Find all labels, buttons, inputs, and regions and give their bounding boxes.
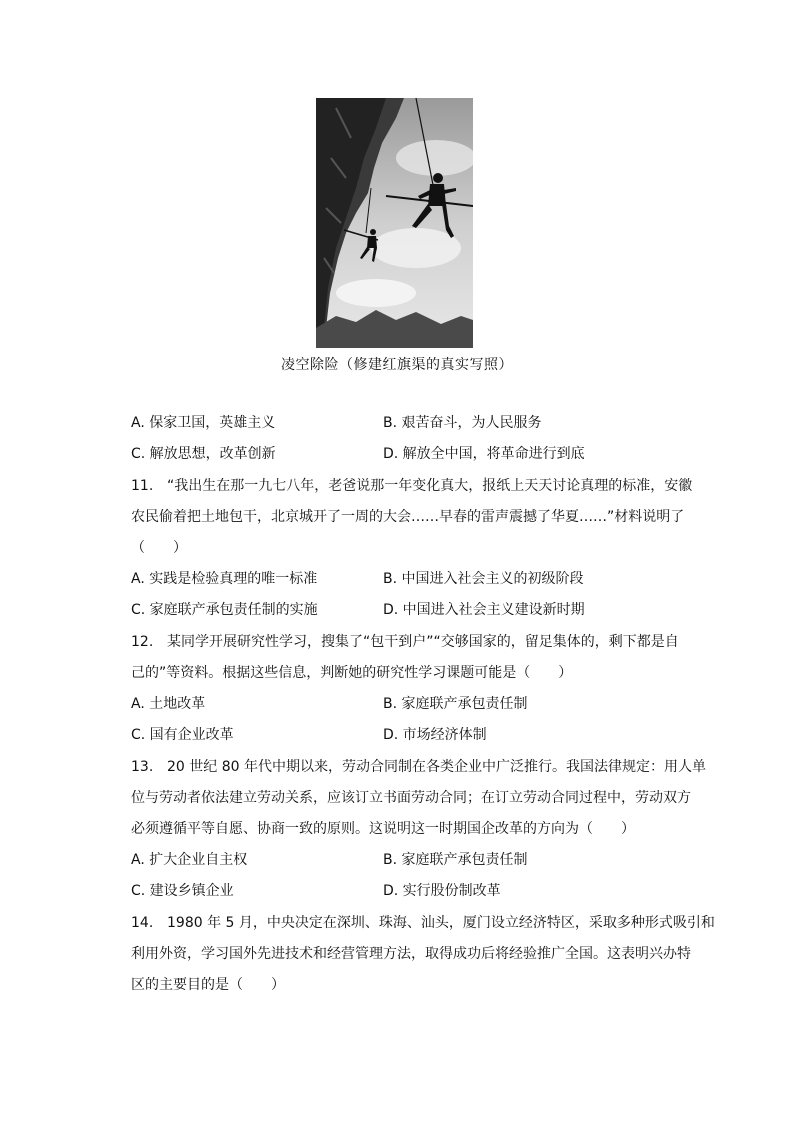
- q12-stem-line-2: 己的”等资料。根据这些信息，判断她的研究性学习课题可能是（ ）: [131, 665, 573, 681]
- q14-stem-line-3: 区的主要目的是（ ）: [131, 977, 285, 993]
- q13-option-b[interactable]: B. 家庭联产承包责任制: [383, 852, 528, 868]
- q14-stem-line-2: 利用外资，学习国外先进技术和经营管理方法，取得成功后将经验推广全国。这表明兴办特: [131, 946, 691, 962]
- q10-option-c[interactable]: C. 解放思想，改革创新: [131, 446, 276, 462]
- q14-number: 14.: [131, 915, 154, 931]
- q12-stem-line-1: 12. 某同学开展研究性学习，搜集了“包干到户”“交够国家的，留足集体的，剩下都是自: [131, 634, 679, 650]
- q11-number: 11.: [131, 478, 154, 494]
- q12-option-d[interactable]: D. 市场经济体制: [383, 727, 487, 743]
- q11-stem-line-1: 11. “我出生在那一九七八年，老爸说那一年变化真大，报纸上天天讨论真理的标准，安徽: [131, 478, 693, 494]
- q12-number: 12.: [131, 634, 154, 650]
- q13-stem-line-2: 位与劳动者依法建立劳动关系，应该订立书面劳动合同；在订立劳动合同过程中，劳动双方: [131, 790, 691, 806]
- q13-option-d[interactable]: D. 实行股份制改革: [383, 883, 501, 899]
- q13-number: 13.: [131, 759, 154, 775]
- q13-stem-line-1: 13. 20 世纪 80 年代中期以来，劳动合同制在各类企业中广泛推行。我国法律规定：用人单: [131, 759, 706, 775]
- q11-stem-line-2: 农民偷着把土地包干，北京城开了一周的大会……早春的雷声震撼了华夏……”材料说明了: [131, 509, 685, 525]
- q11-option-d[interactable]: D. 中国进入社会主义建设新时期: [383, 602, 585, 618]
- q13-stem-line-3: 必须遵循平等自愿、协商一致的原则。这说明这一时期国企改革的方向为（ ）: [131, 821, 635, 837]
- q11-option-b[interactable]: B. 中国进入社会主义的初级阶段: [383, 571, 584, 587]
- q11-option-c[interactable]: C. 家庭联产承包责任制的实施: [131, 602, 318, 618]
- q11-option-a[interactable]: A. 实践是检验真理的唯一标准: [131, 571, 318, 587]
- q13-option-a[interactable]: A. 扩大企业自主权: [131, 852, 248, 868]
- q11-stem-line-3: （ ）: [131, 540, 187, 556]
- q14-stem-line-1: 14. 1980 年 5 月，中央决定在深圳、珠海、汕头，厦门设立经济特区，采取多种形式吸引和: [131, 915, 715, 931]
- q10-option-b[interactable]: B. 艰苦奋斗，为人民服务: [383, 415, 542, 431]
- cliff-climbers-photo: [316, 98, 473, 348]
- q10-option-d[interactable]: D. 解放全中国，将革命进行到底: [383, 446, 585, 462]
- q10-option-a[interactable]: A. 保家卫国，英雄主义: [131, 415, 276, 431]
- q12-option-b[interactable]: B. 家庭联产承包责任制: [383, 696, 528, 712]
- q13-option-c[interactable]: C. 建设乡镇企业: [131, 883, 234, 899]
- q12-option-c[interactable]: C. 国有企业改革: [131, 727, 234, 743]
- q12-option-a[interactable]: A. 土地改革: [131, 696, 206, 712]
- figure-caption: 凌空除险（修建红旗渠的真实写照）: [281, 357, 513, 373]
